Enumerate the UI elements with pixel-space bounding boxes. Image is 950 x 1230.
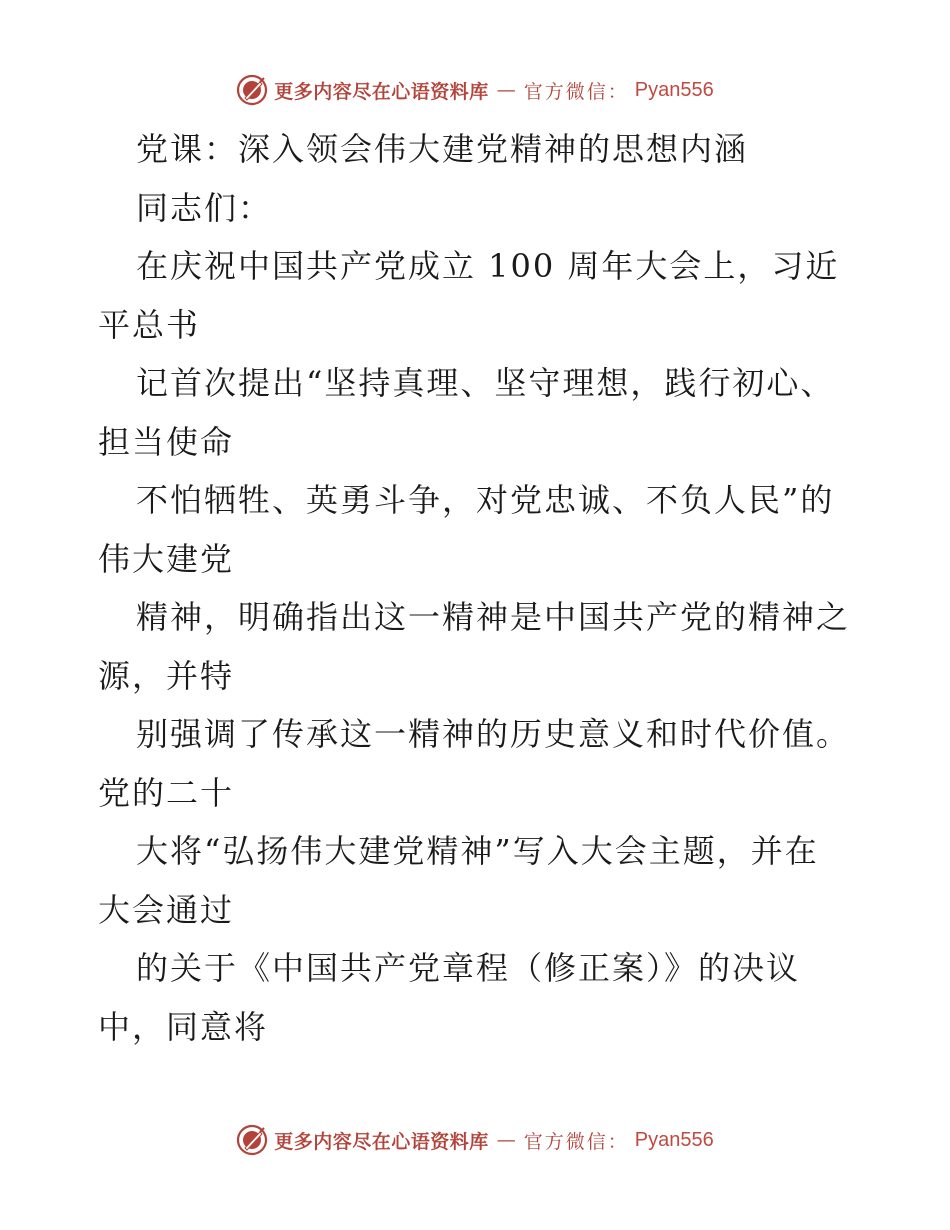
paragraph-line: 平总书 bbox=[98, 305, 201, 344]
watermark-banner bbox=[236, 1124, 714, 1156]
watermark-banner bbox=[236, 74, 714, 106]
paragraph-line: 担当使命 bbox=[98, 422, 235, 461]
page-header-watermark bbox=[0, 70, 950, 110]
paragraph-line: 源，并特 bbox=[98, 656, 235, 695]
watermark-separator: — bbox=[496, 1129, 516, 1151]
paragraph-line: 伟大建党 bbox=[98, 539, 235, 578]
watermark-separator: — bbox=[496, 79, 516, 101]
watermark-label: 官方微信： bbox=[523, 80, 629, 103]
document-title: 党课：深入领会伟大建党精神的思想内涵 bbox=[136, 130, 749, 168]
quill-seal-icon bbox=[236, 1124, 268, 1156]
paragraph-line: 大将“弘扬伟大建党精神”写入大会主题，并在 bbox=[136, 832, 819, 870]
paragraph-line: 精神，明确指出这一精神是中国共产党的精神之 bbox=[136, 598, 851, 636]
paragraph-line: 不怕牺牲、英勇斗争，对党忠诚、不负人民”的 bbox=[136, 481, 835, 519]
paragraph-line: 在庆祝中国共产党成立 100 周年大会上，习近 bbox=[136, 247, 840, 285]
watermark-label: 官方微信： bbox=[523, 1130, 629, 1153]
paragraph-line: 的关于《中国共产党章程（修正案）》的决议 bbox=[136, 949, 801, 987]
watermark-text: 更多内容尽在心语资料库 bbox=[274, 1130, 489, 1153]
salutation: 同志们： bbox=[136, 188, 273, 227]
paragraph-line: 中，同意将 bbox=[98, 1007, 269, 1046]
paragraph-line: 党的二十 bbox=[98, 773, 235, 812]
watermark-wechat-id: Pyan556 bbox=[634, 78, 714, 101]
watermark-wechat-id: Pyan556 bbox=[634, 1128, 714, 1151]
quill-seal-icon bbox=[236, 74, 268, 106]
watermark-text: 更多内容尽在心语资料库 bbox=[274, 80, 489, 103]
document-body bbox=[98, 120, 858, 1056]
paragraph-line: 大会通过 bbox=[98, 890, 235, 929]
paragraph-line: 别强调了传承这一精神的历史意义和时代价值。 bbox=[136, 715, 851, 753]
paragraph-line: 记首次提出“坚持真理、坚守理想，践行初心、 bbox=[136, 364, 835, 402]
page-footer-watermark bbox=[0, 1120, 950, 1160]
